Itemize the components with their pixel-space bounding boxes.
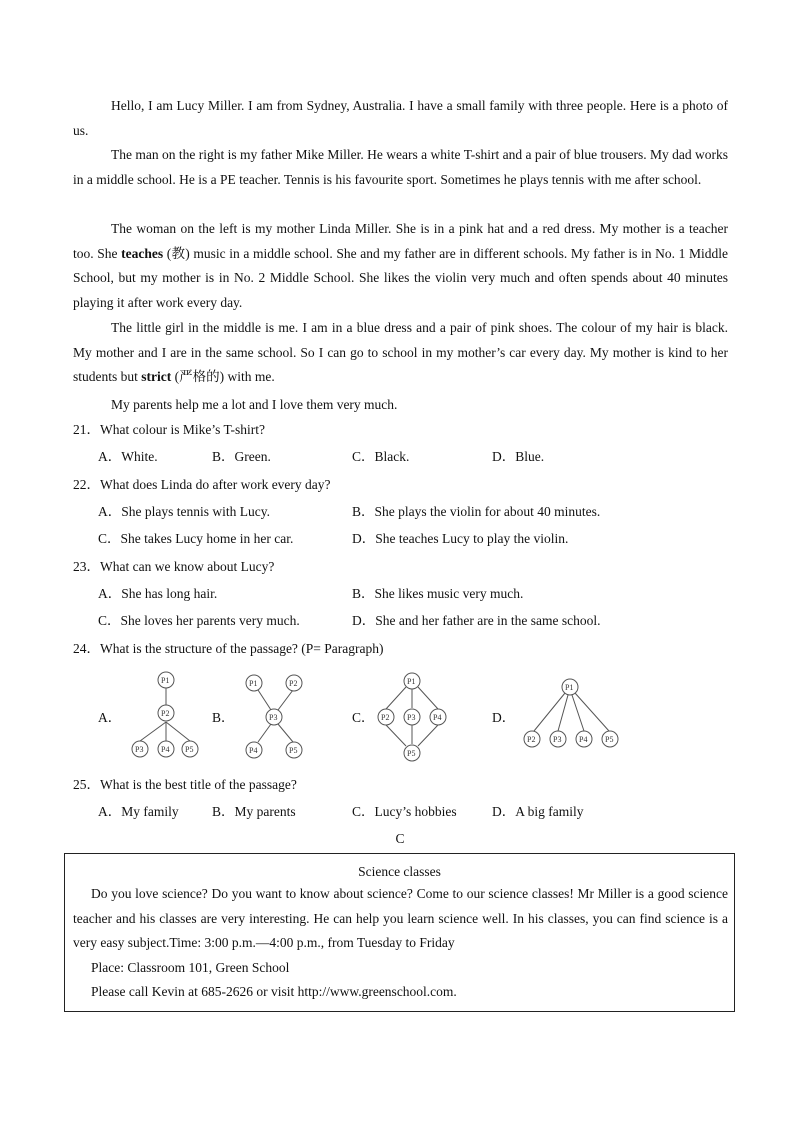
q22-option-b[interactable]: B．She plays the violin for about 40 minutes. (352, 504, 601, 519)
diagram-a-label-p4: P4 (161, 745, 170, 754)
diagram-a-label-p2: P2 (161, 709, 170, 718)
q21-option-b[interactable]: B．Green. (212, 449, 271, 464)
structure-diagram-d (518, 676, 624, 750)
q24-option-d[interactable]: D． (492, 710, 516, 725)
question-24: 24．What is the structure of the passage? (P= Paragraph) (73, 641, 384, 656)
diagram-b-label-p4: P4 (249, 746, 258, 755)
diagram-a-label-p5: P5 (185, 745, 194, 754)
diagram-c-label-p3: P3 (407, 713, 416, 722)
passage-paragraph-5: My parents help me a lot and I love them very much. (111, 397, 398, 412)
diagram-c-label-p1: P1 (407, 677, 416, 686)
q24-option-c[interactable]: C． (352, 710, 375, 725)
passage-paragraph-2: The man on the right is my father Mike Miller. He wears a white T-shirt and a pair of blue trousers. My dad works in a middle school. He is a PE teacher. Tennis is his favourite sport. Sometimes he plays tennis with me after school. (73, 147, 728, 187)
diagram-b-label-p1: P1 (249, 679, 258, 688)
notice-contact: Please call Kevin at 685-2626 or visit http://www.greenschool.com. (91, 984, 457, 999)
q25-option-d[interactable]: D．A big family (492, 804, 584, 819)
q23-option-d[interactable]: D．She and her father are in the same school. (352, 613, 601, 628)
structure-diagram-b (238, 672, 308, 762)
diagram-d-label-p5: P5 (605, 735, 614, 744)
passage-paragraph-3: The woman on the left is my mother Linda Miller. She is in a pink hat and a red dress. My mother is a teacher too. She teaches (教) music in a middle school. She and my father are in different schools. My father is in No. 1 Middle School, but my mother is in No. 2 Middle School. She likes the violin very much and often spends about 40 minutes playing it after work every day. (73, 221, 728, 310)
q23-option-a[interactable]: A．She has long hair. (98, 586, 218, 601)
q25-option-a[interactable]: A．My family (98, 804, 179, 819)
diagram-d-label-p4: P4 (579, 735, 588, 744)
structure-diagram-a (128, 668, 204, 762)
diagram-a-label-p1: P1 (161, 676, 170, 685)
passage-paragraph-4: The little girl in the middle is me. I am in a blue dress and a pair of pink shoes. The colour of my hair is black. My mother and I are in the same school. So I can go to school in my mother’s car every day. My mother is kind to her students but strict (严格的) with me. (73, 320, 728, 385)
q22-option-d[interactable]: D．She teaches Lucy to play the violin. (352, 531, 569, 546)
q24-option-a[interactable]: A． (98, 710, 122, 725)
notice-title: Science classes (358, 864, 441, 879)
section-letter: C (395, 831, 405, 846)
q22-option-a[interactable]: A．She plays tennis with Lucy. (98, 504, 270, 519)
q21-option-c[interactable]: C．Black. (352, 449, 410, 464)
notice-body: Do you love science? Do you want to know about science? Come to our science classes! Mr Miller is a good science teacher and his classes are very interesting. He can help you learn science well. In his classes, you can find science is a very easy subject.Time: 3:00 p.m.—4:00 p.m., from Tuesday to Friday (73, 886, 728, 951)
question-21: 21．What colour is Mike’s T-shirt? (73, 422, 265, 437)
bold-word-strict: strict (141, 369, 172, 385)
diagram-c-label-p5: P5 (407, 749, 416, 758)
diagram-a-label-p3: P3 (135, 745, 144, 754)
q23-option-c[interactable]: C．She loves her parents very much. (98, 613, 300, 628)
diagram-d-label-p1: P1 (565, 683, 574, 692)
bold-word-teaches: teaches (121, 245, 164, 261)
q22-option-c[interactable]: C．She takes Lucy home in her car. (98, 531, 294, 546)
diagram-d-label-p2: P2 (527, 735, 536, 744)
diagram-b-label-p2: P2 (289, 679, 298, 688)
diagram-c-label-p4: P4 (433, 713, 442, 722)
diagram-d-label-p3: P3 (553, 735, 562, 744)
q25-option-b[interactable]: B．My parents (212, 804, 296, 819)
notice-box (64, 853, 735, 1012)
question-23: 23．What can we know about Lucy? (73, 559, 275, 574)
diagram-c-label-p2: P2 (381, 713, 390, 722)
q25-option-c[interactable]: C．Lucy’s hobbies (352, 804, 457, 819)
q21-option-a[interactable]: A．White. (98, 449, 158, 464)
diagram-b-label-p3: P3 (269, 713, 278, 722)
q21-option-d[interactable]: D．Blue. (492, 449, 545, 464)
structure-diagram-c (370, 668, 454, 766)
q23-option-b[interactable]: B．She likes music very much. (352, 586, 524, 601)
diagram-b-label-p5: P5 (289, 746, 298, 755)
passage-paragraph-1: Hello, I am Lucy Miller. I am from Sydney, Australia. I have a small family with three people. Here is a photo of us. (73, 98, 728, 138)
q24-option-b[interactable]: B． (212, 710, 235, 725)
question-22: 22．What does Linda do after work every day? (73, 477, 331, 492)
notice-place: Place: Classroom 101, Green School (91, 960, 290, 975)
question-25: 25．What is the best title of the passage? (73, 777, 297, 792)
